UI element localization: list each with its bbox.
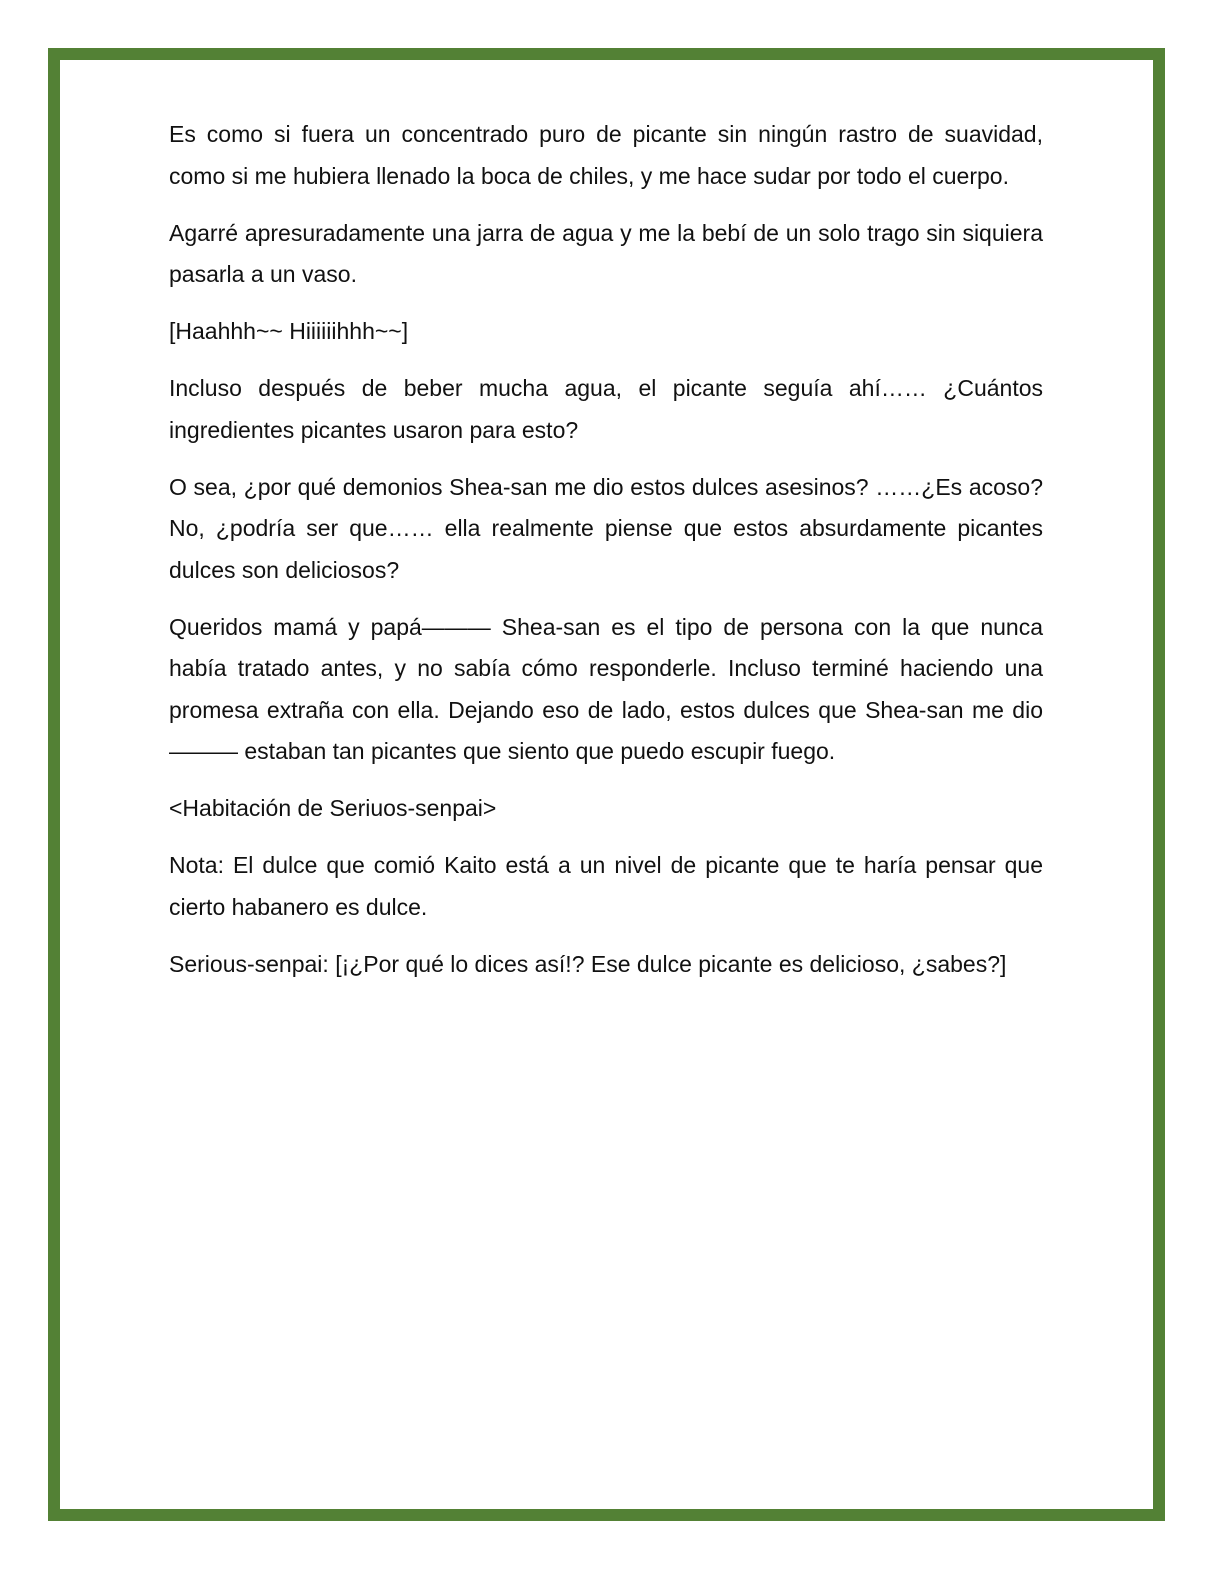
- paragraph-2: Agarré apresuradamente una jarra de agua y me la bebí de un solo trago sin siquiera pasarla a un vaso.: [169, 219, 1043, 287]
- paragraph-4: Incluso después de beber mucha agua, el picante seguía ahí…… ¿Cuántos ingredientes picantes usaron para esto?: [169, 375, 1043, 443]
- scene-heading: <Habitación de Seriuos-senpai>: [169, 795, 497, 821]
- dialogue-paragraph: Serious-senpai: [¡¿Por qué lo dices así!? Ese dulce picante es delicioso, ¿sabes?]: [169, 950, 1007, 977]
- paragraph-5: O sea, ¿por qué demonios Shea-san me dio estos dulces asesinos? ……¿Es acoso? No, ¿podría ser que…… ella realmente piense que estos absurdamente picantes dulces son deliciosos?: [169, 473, 1043, 583]
- document-body: [169, 114, 1043, 1001]
- paragraph-3: [Haahhh~~ Hiiiiiihhh~~]: [169, 318, 409, 344]
- note-paragraph: Nota: El dulce que comió Kaito está a un nivel de picante que te haría pensar que cierto habanero es dulce.: [169, 852, 1043, 920]
- paragraph-1: Es como si fuera un concentrado puro de picante sin ningún rastro de suavidad, como si me hubiera llenado la boca de chiles, y me hace sudar por todo el cuerpo.: [169, 121, 1043, 189]
- paragraph-6: Queridos mamá y papá——— Shea-san es el tipo de persona con la que nunca había tratado antes, y no sabía cómo responderle. Incluso terminé haciendo una promesa extraña con ella. Dejando eso de lado, estos dulces que Shea-san me dio——— estaban tan picantes que siento que puedo escupir fuego.: [169, 613, 1043, 764]
